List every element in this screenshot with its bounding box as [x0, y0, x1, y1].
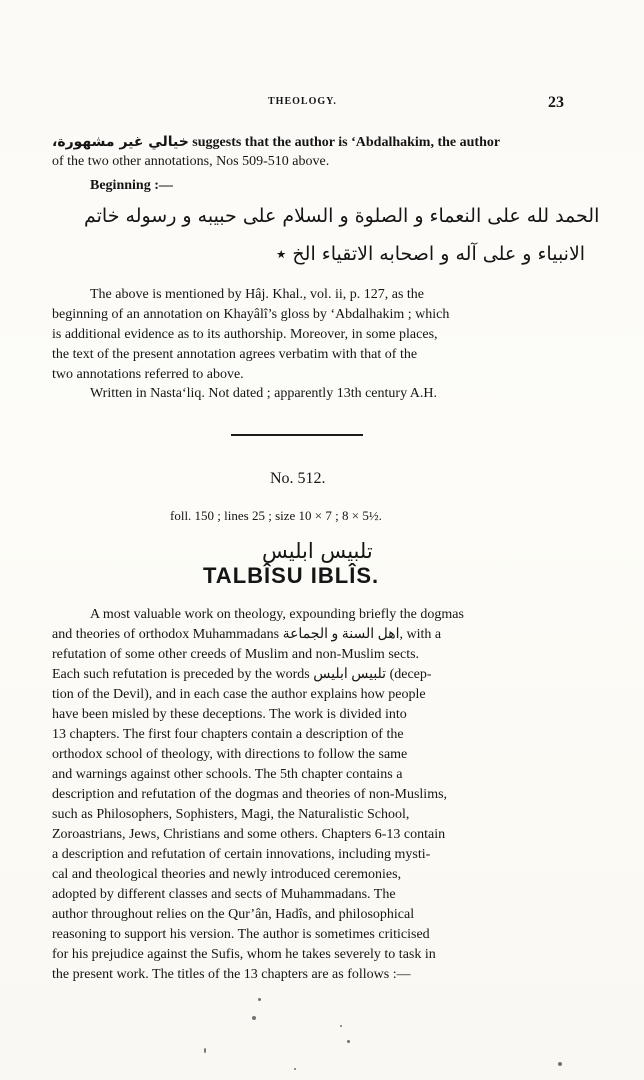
- description-line: and theories of orthodox Muhammadans اهل السنة و الجماعة, with a: [52, 627, 442, 642]
- description-line: a description and refutation of certain innovations, including mysti-: [52, 847, 431, 862]
- ink-speck: [340, 1025, 342, 1027]
- ink-speck: [204, 1048, 206, 1053]
- annotation-paragraph: [52, 285, 564, 385]
- ink-speck: [347, 1040, 350, 1043]
- page-number: 23: [548, 94, 564, 111]
- arabic-beginning-line-2: الانبياء و على آله و اصحابه الاتقياء الخ ٭: [276, 243, 586, 265]
- entry-number: No. 512.: [270, 470, 326, 487]
- continuation-line-1-text: suggests that the author is ‘Abdalhakim, the author: [192, 135, 501, 150]
- description-line: Each such refutation is preceded by the words تلبيس ابليس (decep-: [52, 667, 432, 682]
- continuation-line-1: [52, 132, 500, 153]
- annotation-line: the text of the present annotation agrees verbatim with that of the: [52, 347, 418, 362]
- description-line: tion of the Devil), and in each case the author explains how people: [52, 687, 426, 702]
- arabic-title: تلبيس ابليس: [262, 539, 373, 563]
- annotation-line: beginning of an annotation on Khayâlî’s gloss by ‘Abdalhakim ; which: [52, 307, 450, 322]
- arabic-beginning-line-1: الحمد لله على النعماء و الصلوة و السلام على حبيبه و رسوله خاتم: [84, 205, 600, 227]
- description-line: cal and theological theories and newly introduced ceremonies,: [52, 867, 402, 882]
- entry-description: [52, 605, 559, 985]
- arabic-prefix: خيالي غير مشهورة،: [52, 134, 189, 150]
- description-line: and warnings against other schools. The 5th chapter contains a: [52, 767, 403, 782]
- description-line: reasoning to support his version. The author is sometimes criticised: [52, 927, 430, 942]
- ink-speck: [258, 998, 261, 1001]
- written-line: Written in Nasta‘liq. Not dated ; apparently 13th century A.H.: [90, 386, 438, 401]
- annotation-line: two annotations referred to above.: [52, 367, 244, 382]
- description-line: have been misled by these deceptions. The work is divided into: [52, 707, 407, 722]
- beginning-label: Beginning :—: [90, 178, 173, 193]
- entry-title: TALBÎSU IBLÎS.: [203, 563, 380, 588]
- description-line: refutation of some other creeds of Muslim and non-Muslim sects.: [52, 647, 420, 662]
- entry-meta: foll. 150 ; lines 25 ; size 10 × 7 ; 8 × 5½.: [170, 508, 382, 523]
- running-title: THEOLOGY.: [268, 96, 337, 107]
- annotation-line: The above is mentioned by Hâj. Khal., vol. ii, p. 127, as the: [90, 287, 424, 302]
- description-line: orthodox school of theology, with directions to follow the same: [52, 747, 408, 762]
- ink-speck: [252, 1016, 256, 1020]
- description-line: such as Philosophers, Sophisters, Magi, the Naturalistic School,: [52, 807, 410, 822]
- description-line: A most valuable work on theology, expounding briefly the dogmas: [90, 607, 464, 622]
- description-line: Zoroastrians, Jews, Christians and some others. Chapters 6-13 contain: [52, 827, 446, 842]
- annotation-line: is additional evidence as to its authorship. Moreover, in some places,: [52, 327, 438, 342]
- ink-speck: [294, 1068, 296, 1070]
- description-line: 13 chapters. The first four chapters contain a description of the: [52, 727, 404, 742]
- section-divider: [231, 434, 363, 436]
- ink-speck: [558, 1062, 562, 1066]
- description-line: adopted by different classes and sects of Muhammadans. The: [52, 887, 396, 902]
- description-line: description and refutation of the dogmas and theories of non-Muslims,: [52, 787, 448, 802]
- description-line: the present work. The titles of the 13 chapters are as follows :—: [52, 967, 411, 982]
- description-line: for his prejudice against the Sufis, whom he takes severely to task in: [52, 947, 436, 962]
- description-line: author throughout relies on the Qur’ân, Hadîs, and philosophical: [52, 907, 415, 922]
- continuation-line-2: of the two other annotations, Nos 509-510 above.: [52, 154, 330, 169]
